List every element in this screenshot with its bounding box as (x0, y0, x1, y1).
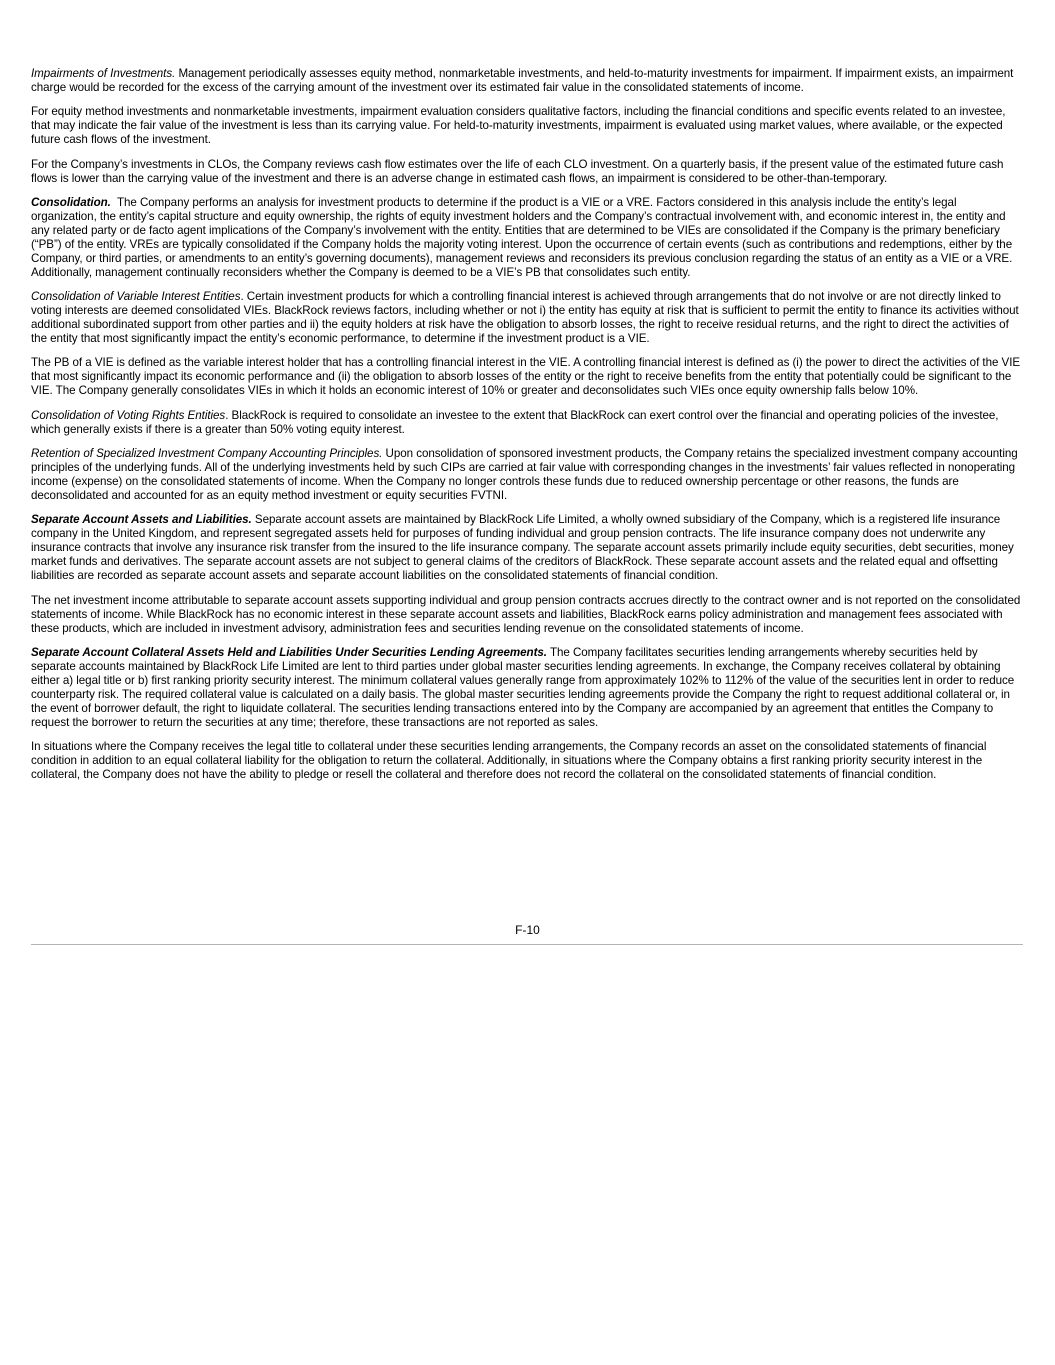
paragraph-lead: Impairments of Investments. (31, 67, 176, 80)
paragraph-text: . BlackRock is required to consolidate an investee to the extent that BlackRock can exert control over the financial and operating policies of the investee, which generally exists if there is a greater than 50% voting equity interest. (31, 408, 999, 436)
paragraph-consolidation-of-vies (31, 290, 1023, 346)
page-number: F-10 (515, 923, 540, 937)
page-divider (31, 944, 1023, 945)
paragraph-impairments-of-investments (31, 67, 1023, 95)
paragraph-text: The Company facilitates securities lending arrangements whereby securities held by separate accounts maintained by BlackRock Life Limited are lent to third parties under global master securities lending agreements. In exchange, the Company receives collateral by obtaining either a) legal title or b) first ranking priority security interest. The minimum collateral values generally range from approximately 102% to 112% of the value of the securities lent in order to reduce counterparty risk. The required collateral value is calculated on a daily basis. The global master securities lending agreements provide the Company the right to request additional collateral or, in the event of borrower default, the right to liquidate collateral. The securities lending transactions entered into by the Company are accompanied by an agreement that entitles the Company to request the borrower to return the securities at any time; therefore, these transactions are not reported as sales. (31, 645, 1015, 729)
paragraph-lead: Separate Account Assets and Liabilities. (31, 513, 252, 527)
paragraph-text: The net investment income attributable to separate account assets supporting individual and group pension contracts accrues directly to the contract owner and is not reported on the consolidated statements of income. While BlackRock has no economic interest in these separate account assets and liabilities, BlackRock earns policy administration and management fees associated with these products, which are included in investment advisory, administration fees and securities lending revenue on the consolidated statements of income. (31, 593, 1021, 635)
paragraph-retention-of-accounting-principles (31, 447, 1023, 503)
paragraph-equity-method-impairment (31, 105, 1023, 147)
paragraph-text: Separate account assets are maintained by BlackRock Life Limited, a wholly owned subsidiary of the Company, which is a registered life insurance company in the United Kingdom, and represent segregated assets held for purposes of funding individual and group pension contracts. The life insurance company does not underwrite any insurance contracts that involve any insurance risk transfer from the insured to the life insurance company. The separate account assets primarily include equity securities, debt securities, money market funds and derivatives. The separate account assets are not subject to general claims of the creditors of BlackRock. These separate account assets and the related equal and offsetting liabilities are recorded as separate account assets and separate account liabilities on the consolidated statements of financial condition. (31, 513, 1014, 583)
paragraph-lead: Consolidation. (31, 195, 111, 209)
paragraph-legal-title-collateral (31, 740, 1023, 782)
paragraph-consolidation-of-vres (31, 409, 1023, 437)
paragraph-text: Upon consolidation of sponsored investment products, the Company retains the specialized investment company accounting principles of the underlying funds. All of the underlying investments held by such CIPs are carried at fair value with corresponding changes in the investments’ fair values reflected in nonoperating income (expense) on the consolidated statements of income. When the Company no longer controls these funds due to reduced ownership percentage or other reasons, the funds are deconsolidated and accounted for as an equity method investment or equity securities FVTNI. (31, 447, 1018, 503)
paragraph-lead: Consolidation of Voting Rights Entities (31, 408, 226, 422)
paragraph-text: . Certain investment products for which a controlling financial interest is achieved through arrangements that do not involve or are not directly linked to voting interests are deemed consolidated VIEs. BlackRock reviews factors, including whether or not i) the entity has equity at risk that is sufficient to permit the entity to finance its activities without additional subordinated support from other parties and ii) the equity holders at risk have the obligation to absorb losses, the right to receive residual returns, and the right to direct the activities of the entity that most significantly impact the entity’s economic performance, to determine if the investment product is a VIE. (31, 290, 1019, 346)
paragraph-clo-investments (31, 158, 1023, 186)
paragraph-consolidation (31, 196, 1023, 280)
paragraph-text: The Company performs an analysis for investment products to determine if the product is a VIE or a VRE. Factors considered in this analysis include the entity’s legal organization, the entity’s capital structure and equity ownership, the rights of equity investment holders and the Company’s contractual involvement with, and economic interest in, the entity and any related party or de facto agent implications of the Company’s involvement with the entity. Entities that are determined to be VIEs are consolidated if the Company is the primary beneficiary (“PB”) of the entity. VREs are typically consolidated if the Company holds the majority voting interest. Upon the occurrence of certain events (such as contributions and redemptions, either by the Company, or third parties, or amendments to an entity’s governing documents), management reviews and reconsiders its previous conclusion regarding the status of an entity as a VIE or a VRE. Additionally, management continually reconsiders whether the Company is deemed to be a VIE’s PB that consolidates such entity. (31, 195, 1016, 279)
paragraph-text: For the Company’s investments in CLOs, the Company reviews cash flow estimates over the life of each CLO investment. On a quarterly basis, if the present value of the estimated future cash flows is lower than the carrying value of the investment and there is an adverse change in estimated cash flows, an impairment is considered to be other-than-temporary. (31, 157, 1004, 185)
paragraph-securities-lending-collateral (31, 646, 1023, 730)
paragraph-text: For equity method investments and nonmarketable investments, impairment evaluation considers qualitative factors, including the financial conditions and specific events related to an investee, that may indicate the fair value of the investment is less than its carrying value. For held-to-maturity investments, impairment is evaluated using market values, where available, or the expected future cash flows of the investment. (31, 105, 1006, 147)
paragraph-lead: Retention of Specialized Investment Company Accounting Principles. (31, 447, 383, 461)
paragraph-separate-account-assets (31, 513, 1023, 583)
document-body (31, 67, 1023, 793)
paragraph-lead: Consolidation of Variable Interest Entities (31, 290, 241, 304)
paragraph-text: Management periodically assesses equity method, nonmarketable investments, and held-to-maturity investments for impairment. If impairment exists, an impairment charge would be recorded for the excess of the carrying amount of the investment over its estimated fair value in the consolidated statements of income. (31, 67, 1014, 94)
paragraph-pb-of-vie (31, 356, 1023, 398)
paragraph-lead: Separate Account Collateral Assets Held and Liabilities Under Securities Lending Agreements. (31, 645, 547, 659)
paragraph-net-investment-income (31, 594, 1023, 636)
paragraph-text: The PB of a VIE is defined as the variable interest holder that has a controlling financial interest in the VIE. A controlling financial interest is defined as (i) the power to direct the activities of the VIE that most significantly impact its economic performance and (ii) the obligation to absorb losses of the entity or the right to receive benefits from the entity that potentially could be significant to the VIE. The Company generally consolidates VIEs in which it holds an economic interest of 10% or greater and deconsolidates such VIEs once equity ownership falls below 10%. (31, 356, 1021, 398)
paragraph-text: In situations where the Company receives the legal title to collateral under these securities lending arrangements, the Company records an asset on the consolidated statements of financial condition in addition to an equal collateral liability for the obligation to return the collateral. Additionally, in situations where the Company obtains a first ranking priority security interest in the collateral, the Company does not have the ability to pledge or resell the collateral and therefore does not record the collateral on the consolidated statements of financial condition. (31, 740, 987, 782)
